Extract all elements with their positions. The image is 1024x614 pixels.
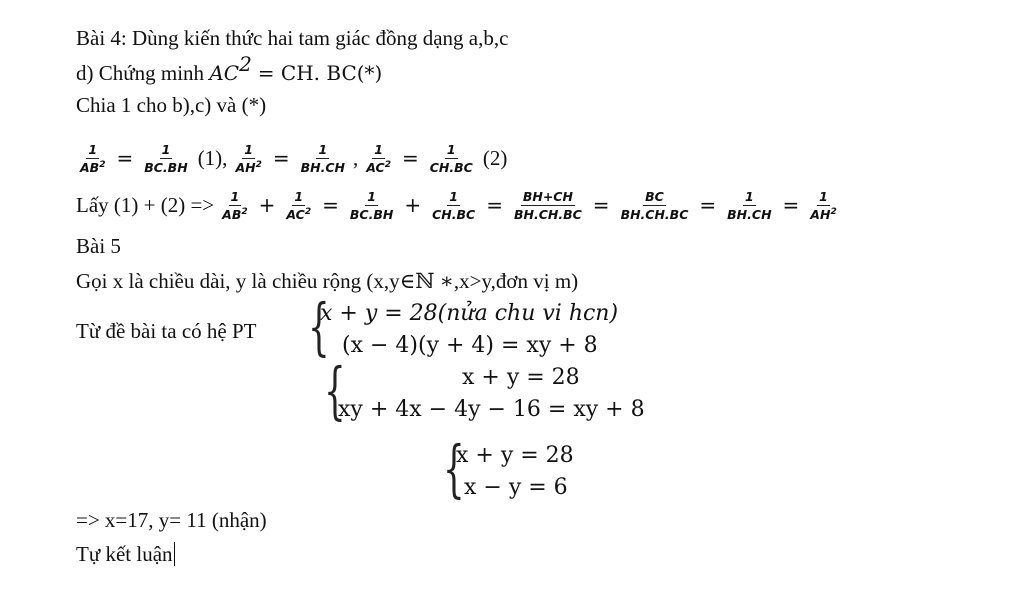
fraction: $\frac{1}{BH.CH}$ bbox=[300, 141, 345, 175]
fraction: $\frac{1}{BC.BH}$ bbox=[144, 141, 188, 175]
conclusion-line[interactable] bbox=[76, 542, 175, 566]
fraction: $\frac{BH+CH}{BH.CH.BC}$ bbox=[513, 188, 582, 222]
exercise-4-title: Bài 4: Dùng kiến thức hai tam giác đồng dạng a,b,c bbox=[76, 26, 509, 50]
divide-instruction: Chia 1 cho b),c) và (*) bbox=[76, 93, 267, 117]
fraction: $\frac{1}{BC.BH}$ bbox=[349, 188, 394, 222]
system-intro: Từ đề bài ta có hệ PT bbox=[76, 319, 257, 343]
proof-math-rest: = CH. BC(*) bbox=[257, 61, 383, 85]
sum-prefix: Lấy (1) + (2) => bbox=[76, 192, 215, 217]
fraction: $\frac{BC}{BH.CH.BC}$ bbox=[620, 188, 689, 222]
exercise-5-title: Bài 5 bbox=[76, 234, 121, 258]
fraction-equations-row: $\frac{1}{AB^2}$ = $\frac{1}{BC.BH}$ (1), $\frac{1}{AH^2}$ = $\frac{1}{BH.CH}$ , $\frac{1}{AC^2}$ = $\frac{1}{CH.BC}$ (2) bbox=[80, 141, 508, 175]
fraction: $\frac{1}{AC^2}$ bbox=[366, 141, 391, 175]
proof-math-ac: AC bbox=[209, 61, 240, 85]
fraction: $\frac{1}{AB^2}$ bbox=[222, 188, 248, 222]
variables-definition: Gọi x là chiều dài, y là chiều rộng (x,y∈ℕ ∗,x>y,đơn vị m) bbox=[76, 269, 579, 293]
fraction: $\frac{1}{CH.BC}$ bbox=[432, 188, 476, 222]
equation-system-3: x + y = 28 x − y = 6 bbox=[456, 443, 574, 500]
solution-result: => x=17, y= 11 (nhận) bbox=[76, 508, 267, 532]
proof-statement bbox=[76, 52, 383, 85]
label-1: (1), bbox=[197, 145, 228, 170]
equation-system-1: x + y = 28(nửa chu vi hcn) (x − 4)(y + 4) = xy + 8 bbox=[320, 301, 619, 358]
conclusion-text: Tự kết luận bbox=[76, 542, 173, 566]
text-cursor bbox=[174, 542, 176, 566]
equation-system-2: x + y = 28 xy + 4x − 4y − 16 = xy + 8 bbox=[338, 365, 645, 422]
proof-exponent: 2 bbox=[239, 52, 252, 76]
brace-icon: { bbox=[443, 432, 465, 505]
label-2: (2) bbox=[482, 145, 508, 170]
brace-icon: { bbox=[308, 290, 330, 363]
proof-prefix: d) Chứng minh bbox=[76, 61, 210, 85]
sum-derivation-row: Lấy (1) + (2) => $\frac{1}{AB^2}$ + $\frac{1}{AC^2}$ = $\frac{1}{BC.BH}$ + $\frac{1}{CH.BC}$ = $\frac{BH+CH}{BH.CH.BC}$ = $\frac{BC}{BH.CH.BC}$ = $\frac{1}{BH.CH}$ = $\frac{1}{AH^2}$ bbox=[76, 188, 837, 222]
fraction: $\frac{1}{AH^2}$ bbox=[235, 141, 262, 175]
fraction: $\frac{1}{CH.BC}$ bbox=[429, 141, 473, 175]
fraction: $\frac{1}{AB^2}$ bbox=[80, 141, 106, 175]
fraction: $\frac{1}{AH^2}$ bbox=[810, 188, 837, 222]
fraction: $\frac{1}{AC^2}$ bbox=[286, 188, 312, 222]
fraction: $\frac{1}{BH.CH}$ bbox=[727, 188, 772, 222]
brace-icon: { bbox=[324, 354, 346, 427]
